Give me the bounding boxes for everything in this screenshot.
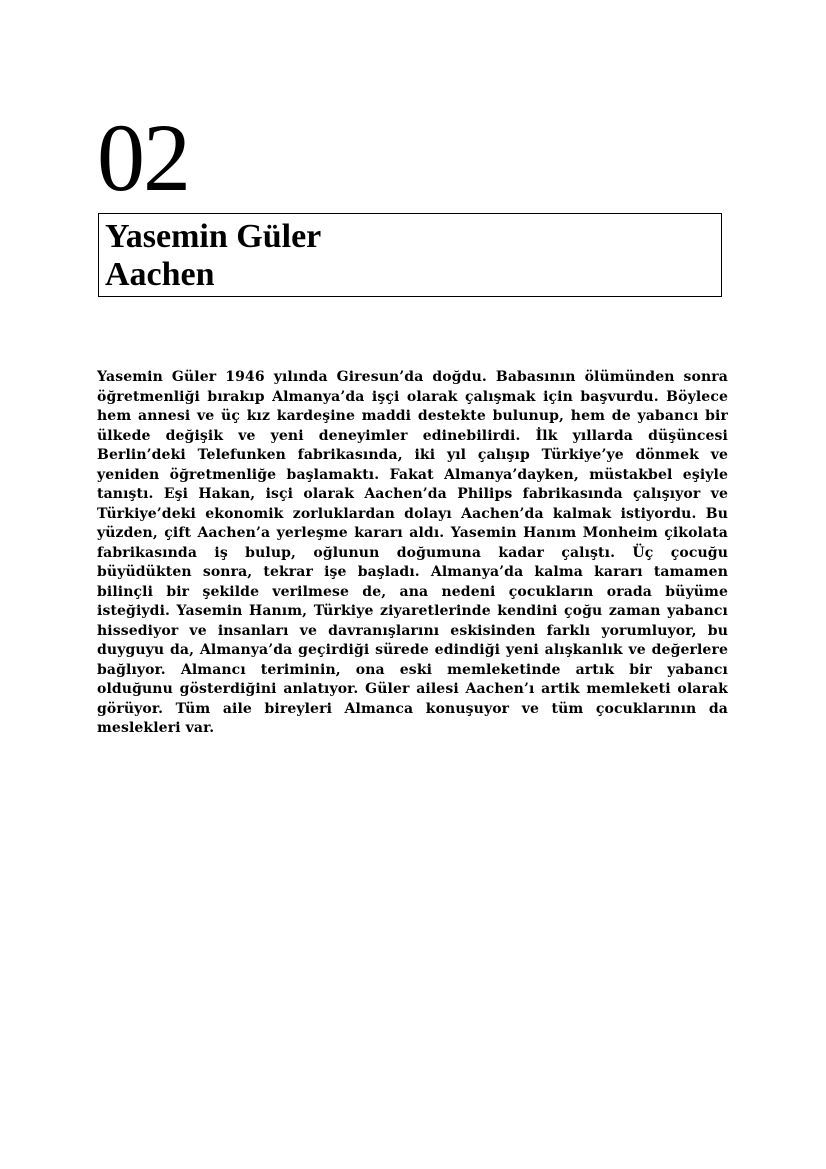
person-name: Yasemin Güler xyxy=(105,218,322,255)
title-box xyxy=(98,213,722,297)
city-name: Aachen xyxy=(105,256,215,293)
biography-paragraph: Yasemin Güler 1946 yılında Giresun’da doğdu. Babasının ölümünden sonra öğretmenliği bırakıp Almanya’da işçi olarak çalışmak için başvurdu. Böylece hem annesi ve üç kız kardeşine maddi destekte bulunup, hem de yabancı bir ülkede değişik ve yeni deneyimler edinebilirdi. İlk yıllarda düşüncesi Berlin’deki Telefunken fabrikasında, iki yıl çalışıp Türkiye’ye dönmek ve yeniden öğretmenliğe başlamaktı. Fakat Almanya’dayken, müstakbel eşiyle tanıştı. Eşi Hakan, isçi olarak Aachen’da Philips fabrikasında çalışıyor ve Türkiye’deki ekonomik zorluklardan dolayı Aachen’da kalmak istiyordu. Bu yüzden, çift Aachen’a yerleşme kararı aldı. Yasemin Hanım Monheim çikolata fabrikasında iş bulup, oğlunun doğumuna kadar çalıştı. Üç çocuğu büyüdükten sonra, tekrar işe başladı. Almanya’da kalma kararı tamamen bilinçli bir şekilde verilmese de, ana nedeni çocukların orada büyüme isteğiydi. Yasemin Hanım, Türkiye ziyaretlerinde kendini çoğu zaman yabancı hissediyor ve insanları ve davranışlarını eskisinden farklı yorumluyor, bu duyguyu da, Almanya’da geçirdiği sürede edindiği yeni alışkanlık ve değerlere bağlıyor. Almancı teriminin, ona eski memleketinde artık bir yabancı olduğunu gösterdiğini anlatıyor. Güler ailesi Aachen’ı artik memleketi olarak görüyor. Tüm aile bireyleri Almanca konuşuyor ve tüm çocuklarının da meslekleri var. xyxy=(97,369,728,736)
chapter-number: 02 xyxy=(97,104,189,211)
